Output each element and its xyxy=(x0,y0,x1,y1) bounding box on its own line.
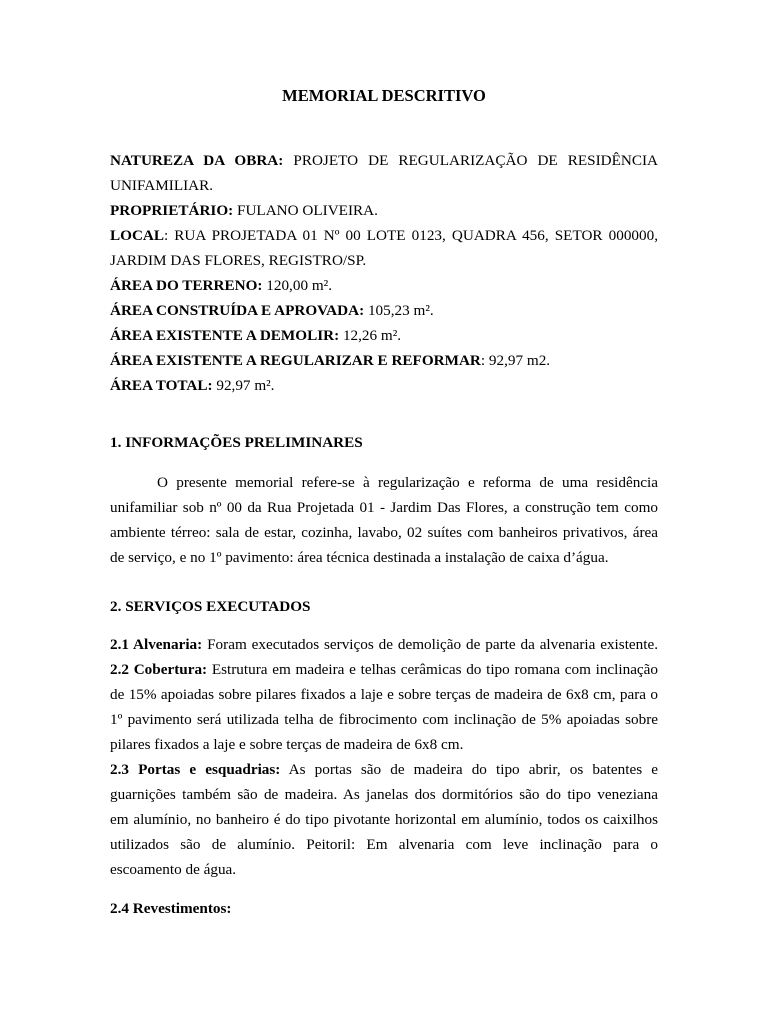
cobertura-line-1 xyxy=(110,657,658,682)
area-demolir-value: 12,26 m². xyxy=(342,327,402,344)
proprietario-value: FULANO OLIVEIRA. xyxy=(237,202,378,219)
alvenaria-line xyxy=(110,632,658,657)
area-regularizar-value: : 92,97 m2. xyxy=(480,352,551,369)
area-construida-line xyxy=(110,298,658,323)
proprietario-line xyxy=(110,198,658,223)
area-demolir-label: ÁREA EXISTENTE A DEMOLIR: xyxy=(110,327,340,344)
cobertura-line-3: 1º pavimento será utilizada telha de fibrocimento com inclinação de 5% apoiadas sobre xyxy=(110,711,658,728)
section-2-heading: 2. SERVIÇOS EXECUTADOS xyxy=(110,598,311,615)
area-terreno-line xyxy=(110,273,658,298)
local-label: LOCAL xyxy=(110,227,165,244)
section-1-heading: 1. INFORMAÇÕES PRELIMINARES xyxy=(110,434,363,451)
alvenaria-text: Foram executados serviços de demolição de parte da alvenaria existente. xyxy=(207,636,658,653)
area-terreno-value: 120,00 m². xyxy=(266,277,332,294)
area-total-value: 92,97 m². xyxy=(216,377,275,394)
local-line-2: JARDIM DAS FLORES, REGISTRO/SP. xyxy=(110,252,367,269)
portas-label: 2.3 Portas e esquadrias: xyxy=(110,761,281,778)
portas-line-5: escoamento de água. xyxy=(110,861,237,878)
local-value: : RUA PROJETADA 01 Nº 00 LOTE 0123, QUADRA 456, SETOR 000000, xyxy=(164,227,658,244)
section-2-body xyxy=(110,632,658,882)
section-1-body xyxy=(110,470,658,570)
local-line xyxy=(110,223,658,248)
area-total-label: ÁREA TOTAL: xyxy=(110,377,213,394)
section-1-line-4: de serviço, e no 1º pavimento: área técnica destinada a instalação de caixa d’água. xyxy=(110,549,609,566)
natureza-value: PROJETO DE REGULARIZAÇÃO DE RESIDÊNCIA xyxy=(293,152,659,169)
section-1-line-2: unifamiliar sob nº 00 da Rua Projetada 01 - Jardim Das Flores, a construção tem como xyxy=(110,499,658,516)
area-construida-value: 105,23 m². xyxy=(367,302,434,319)
area-terreno-label: ÁREA DO TERRENO: xyxy=(110,277,263,294)
revestimentos-heading: 2.4 Revestimentos: xyxy=(110,900,232,917)
area-regularizar-line xyxy=(110,348,658,373)
natureza-label: NATUREZA DA OBRA: xyxy=(110,152,284,169)
page-title: MEMORIAL DESCRITIVO xyxy=(282,86,486,105)
cobertura-text-1: Estrutura em madeira e telhas cerâmicas do tipo romana com inclinação xyxy=(211,661,659,678)
alvenaria-label: 2.1 Alvenaria: xyxy=(110,636,203,653)
proprietario-label: PROPRIETÁRIO: xyxy=(110,202,234,219)
portas-line-4: utilizados são de alumínio. Peitoril: Em alvenaria com leve inclinação para o xyxy=(110,836,658,853)
cobertura-line-4: pilares fixados a laje e sobre terças de madeira de 6x8 cm. xyxy=(110,736,464,753)
area-regularizar-label: ÁREA EXISTENTE A REGULARIZAR E REFORMAR xyxy=(110,352,481,369)
natureza-line xyxy=(110,148,658,173)
portas-line-3: em alumínio, no banheiro é do tipo pivotante horizontal em alumínio, todos os caixilhos xyxy=(110,811,658,828)
project-info xyxy=(110,148,658,398)
cobertura-label: 2.2 Cobertura: xyxy=(110,661,208,678)
area-construida-label: ÁREA CONSTRUÍDA E APROVADA: xyxy=(110,302,365,319)
section-1-line-3: ambiente térreo: sala de estar, cozinha, lavabo, 02 suítes com banheiros privativos, área xyxy=(110,524,658,541)
natureza-line-2: UNIFAMILIAR. xyxy=(110,177,214,194)
portas-line-1 xyxy=(110,757,658,782)
portas-text-1: As portas são de madeira do tipo abrir, os batentes e xyxy=(288,761,658,778)
portas-line-2: guarnições também são de madeira. As janelas dos dormitórios são do tipo veneziana xyxy=(110,786,658,803)
cobertura-line-2: de 15% apoiadas sobre pilares fixados a laje e sobre terças de madeira de 6x8 cm, para o xyxy=(110,686,658,703)
section-1-line-1: O presente memorial refere-se à regularização e reforma de uma residência xyxy=(157,474,658,491)
area-demolir-line xyxy=(110,323,658,348)
area-total-line xyxy=(110,373,658,398)
